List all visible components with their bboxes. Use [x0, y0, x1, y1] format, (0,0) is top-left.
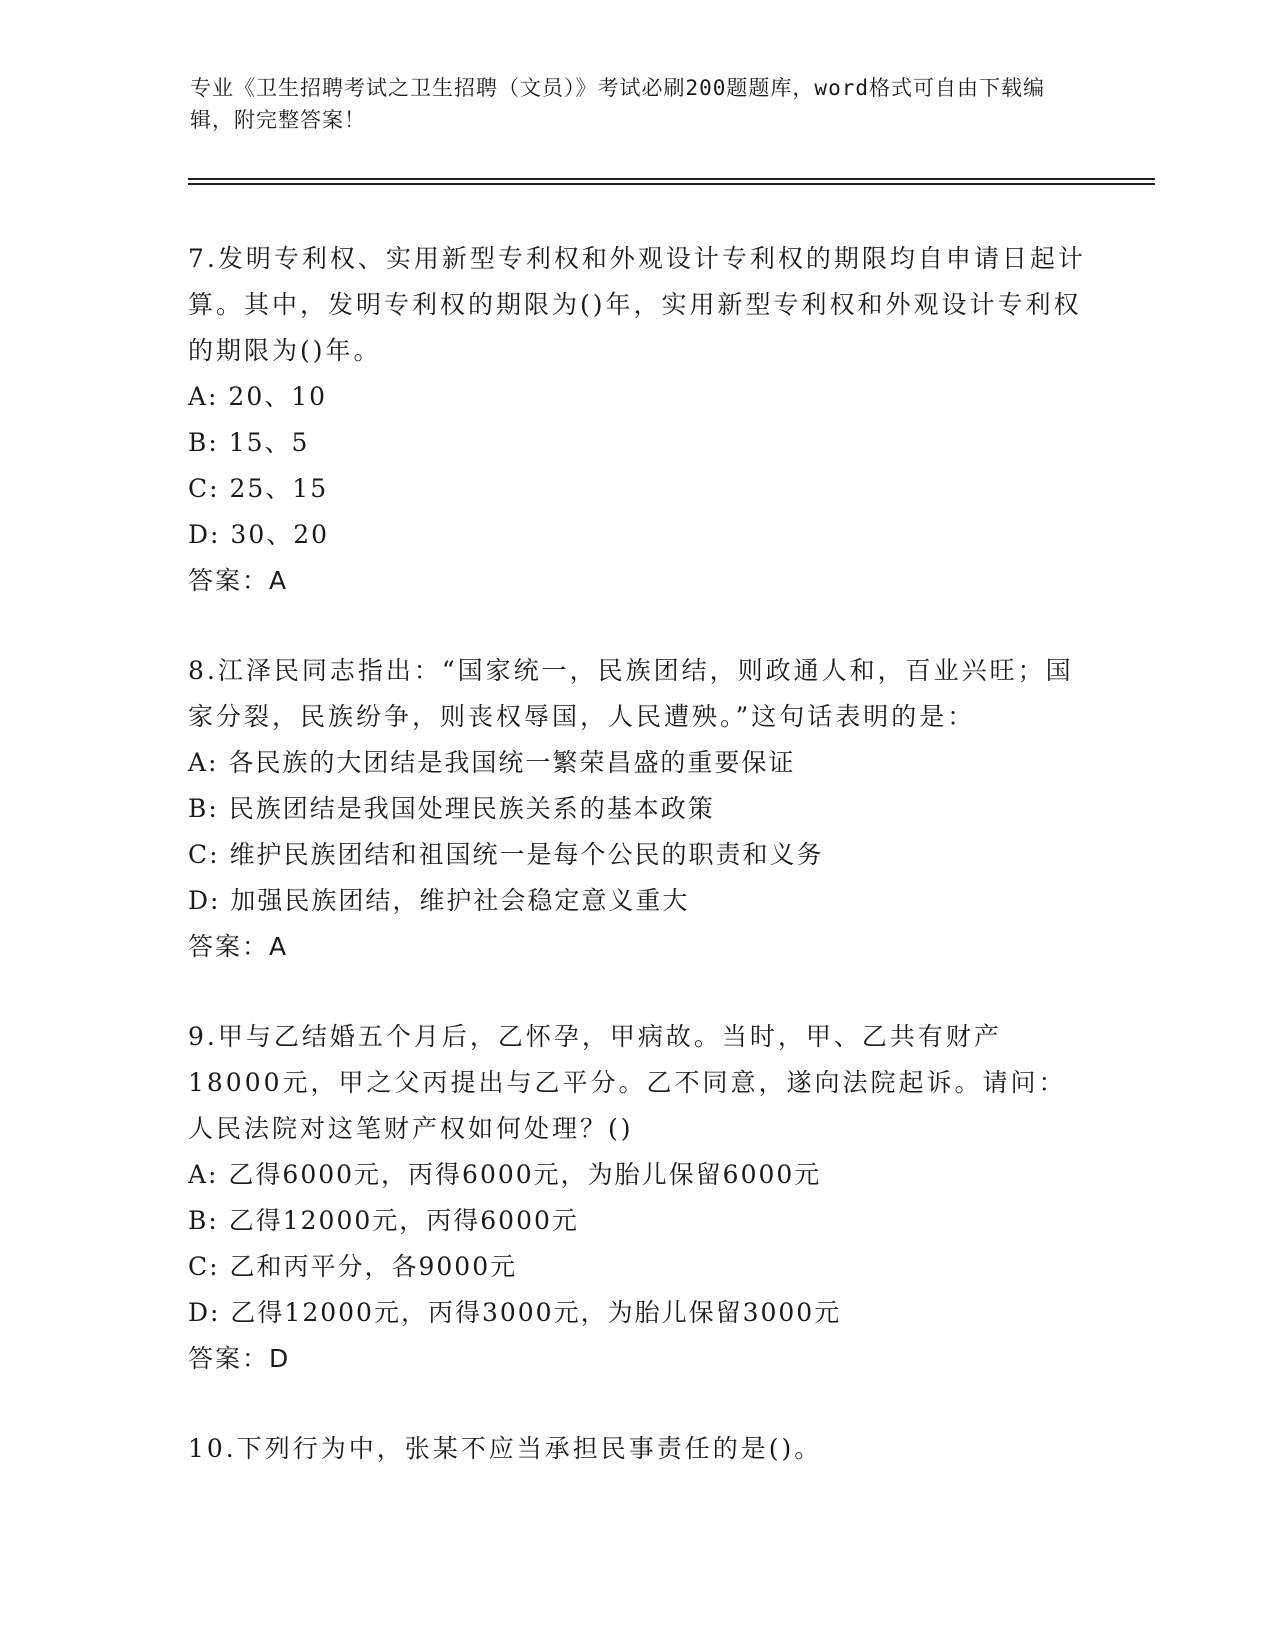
option-a: A: 20、10	[188, 382, 328, 411]
question-7	[188, 236, 1088, 604]
answer-line: 答案：D	[188, 1344, 291, 1373]
option-c: C: 25、15	[188, 474, 329, 503]
question-stem: 7.发明专利权、实用新型专利权和外观设计专利权的期限均自申请日起计算。其中，发明专利权的期限为()年，实用新型专利权和外观设计专利权的期限为()年。	[188, 244, 1086, 365]
option-a: A: 乙得6000元，丙得6000元，为胎儿保留6000元	[188, 1160, 822, 1189]
question-list	[188, 236, 1088, 1516]
question-8	[188, 648, 1088, 970]
option-d: D: 乙得12000元，丙得3000元，为胎儿保留3000元	[188, 1298, 842, 1327]
question-stem: 9.甲与乙结婚五个月后，乙怀孕，甲病故。当时，甲、乙共有财产18000元，甲之父丙提出与乙平分。乙不同意，遂向法院起诉。请问：人民法院对这笔财产权如何处理？()	[188, 1022, 1067, 1143]
header-divider-bottom	[188, 183, 1155, 185]
option-c: C: 维护民族团结和祖国统一是每个公民的职责和义务	[188, 840, 824, 869]
document-header: 专业《卫生招聘考试之卫生招聘（文员）》考试必刷200题题库，word格式可自由下载编辑，附完整答案！	[190, 76, 1045, 132]
option-b: B: 乙得12000元，丙得6000元	[188, 1206, 579, 1235]
answer-line: 答案：A	[188, 932, 289, 961]
option-b: B: 民族团结是我国处理民族关系的基本政策	[188, 794, 715, 823]
option-d: D: 加强民族团结，维护社会稳定意义重大	[188, 886, 690, 915]
answer-line: 答案：A	[188, 566, 289, 595]
question-10	[188, 1426, 1088, 1472]
header-divider-top	[188, 178, 1155, 180]
question-9	[188, 1014, 1088, 1382]
option-c: C: 乙和丙平分，各9000元	[188, 1252, 518, 1281]
option-a: A: 各民族的大团结是我国统一繁荣昌盛的重要保证	[188, 748, 796, 777]
question-stem: 8.江泽民同志指出：“国家统一，民族团结，则政通人和，百业兴旺；国家分裂，民族纷争，则丧权辱国，人民遭殃。”这句话表明的是：	[188, 656, 1074, 731]
option-d: D: 30、20	[188, 520, 330, 549]
question-stem: 10.下列行为中，张某不应当承担民事责任的是()。	[188, 1434, 823, 1463]
option-b: B: 15、5	[188, 428, 310, 457]
